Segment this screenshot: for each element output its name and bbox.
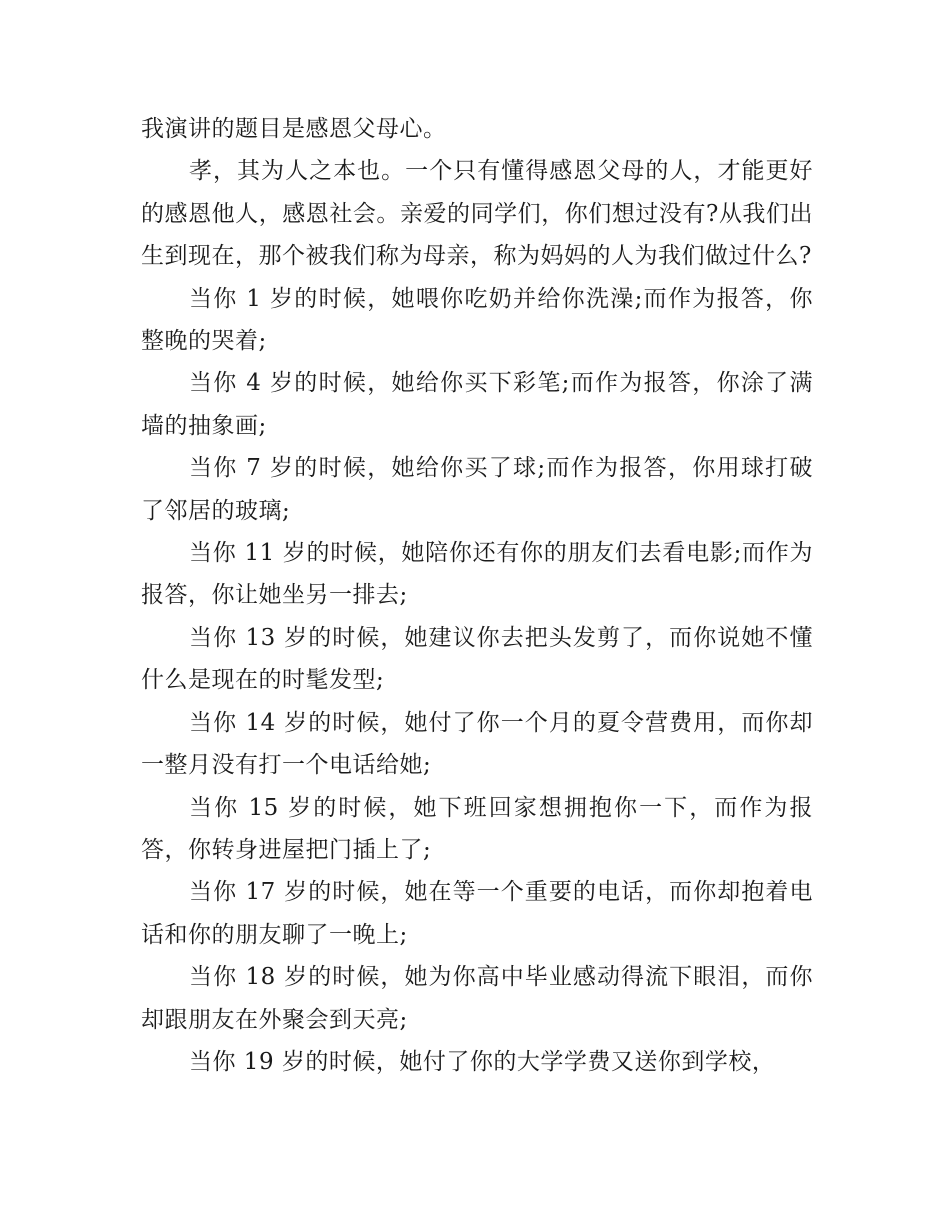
paragraph-age-11: 当你 11 岁的时候，她陪你还有你的朋友们去看电影;而作为报答，你让她坐另一排去;: [141, 540, 813, 609]
paragraph-title-line: 我演讲的题目是感恩父母心。: [141, 116, 447, 142]
paragraph-age-18: 当你 18 岁的时候，她为你高中毕业感动得流下眼泪，而你却跟朋友在外聚会到天亮;: [141, 964, 813, 1033]
paragraph-age-17: 当你 17 岁的时候，她在等一个重要的电话，而你却抱着电话和你的朋友聊了一晚上;: [141, 879, 813, 948]
paragraph-age-13: 当你 13 岁的时候，她建议你去把头发剪了，而你说她不懂什么是现在的时髦发型;: [141, 624, 813, 694]
paragraph-intro: 孝，其为人之本也。一个只有懂得感恩父母的人，才能更好的感恩他人，感恩社会。亲爱的同学们，你们想过没有?从我们出生到现在，那个被我们称为母亲，称为妈妈的人为我们做过什么?: [141, 158, 813, 270]
speech-text-body: [141, 108, 813, 1083]
paragraph-age-15: 当你 15 岁的时候，她下班回家想拥抱你一下，而作为报答，你转身进屋把门插上了;: [141, 794, 813, 863]
paragraph-age-19: 当你 19 岁的时候，她付了你的大学学费又送你到学校，: [189, 1048, 776, 1075]
paragraph-age-4: 当你 4 岁的时候，她给你买下彩笔;而作为报答，你涂了满墙的抽象画;: [141, 370, 813, 439]
paragraph-age-1: 当你 1 岁的时候，她喂你吃奶并给你洗澡;而作为报答，你整晚的哭着;: [141, 285, 813, 355]
paragraph-age-14: 当你 14 岁的时候，她付了你一个月的夏令营费用，而你却一整月没有打一个电话给她;: [141, 709, 813, 779]
paragraph-age-7: 当你 7 岁的时候，她给你买了球;而作为报答，你用球打破了邻居的玻璃;: [141, 455, 813, 524]
